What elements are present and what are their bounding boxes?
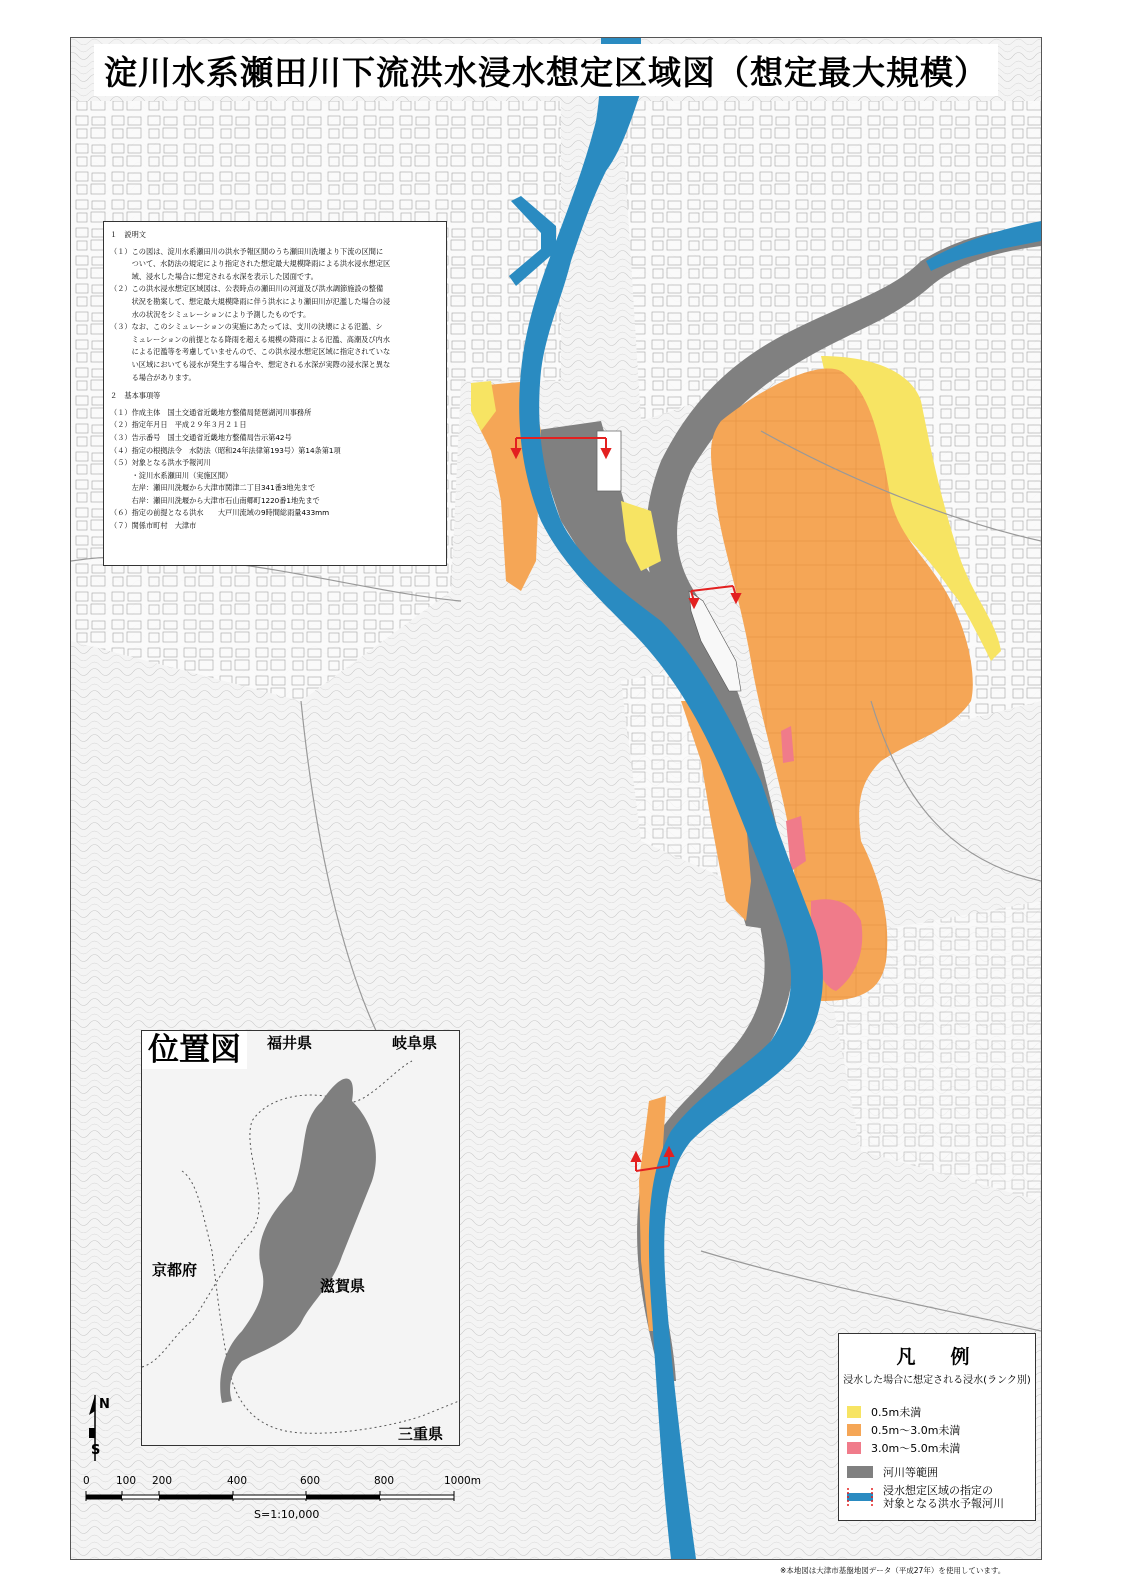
legend-item-forecast-river (847, 1484, 1004, 1510)
label-fukui: 福井県 (267, 1034, 313, 1052)
description-line: （３）なお、このシミュレーションの実施にあたっては、支川の決壊による氾濫、シ (110, 322, 383, 332)
location-inset-map (141, 1030, 460, 1446)
legend-item-medium (847, 1422, 960, 1438)
description-heading-2: ２ 基本事項等 (110, 391, 161, 401)
description-heading-1: １ 説明文 (110, 230, 146, 239)
south-label: S (91, 1443, 101, 1458)
description-line: による氾濫等を考慮していませんので、この洪水浸水想定区域に指定されていな (110, 347, 391, 357)
description-line: い区域においても浸水が発生する場合や、想定される水深が実際の浸水深と異な (110, 359, 391, 369)
scale-tick-1000: 1000m (444, 1475, 481, 1487)
inset-study-river (142, 1031, 459, 1445)
scale-tick-800: 800 (374, 1475, 395, 1487)
description-line: 状況を勘案して、想定最大規模降雨に伴う洪水により瀬田川が氾濫した場合の浸 (110, 296, 391, 306)
description-section-2 (110, 407, 440, 533)
description-line: （７）関係市町村 大津市 (110, 521, 197, 531)
description-box (103, 221, 447, 566)
description-line: （１）作成主体 国土交通省近畿地方整備局琵琶湖河川事務所 (110, 407, 312, 417)
weir-facility (597, 431, 621, 491)
legend (838, 1333, 1036, 1521)
legend-label-forecast-river-2: 対象となる洪水予報河川 (883, 1497, 1004, 1510)
legend-label-forecast-river-1: 浸水想定区域の指定の (883, 1484, 993, 1497)
label-shiga: 滋賀県 (320, 1277, 366, 1295)
description-line: る場合があります。 (110, 372, 196, 382)
legend-swatch-shallow (847, 1406, 861, 1418)
legend-title: 凡 例 (896, 1346, 978, 1368)
footnote: ※本地図は大津市基盤地図データ（平成27年）を使用しています。 (780, 1566, 1006, 1575)
description-line: （５）対象となる洪水予報河川 (110, 458, 211, 468)
description-line: （６）指定の前提となる洪水 大戸川流域の9時間総雨量433mm (110, 508, 330, 518)
scale-tick-0: 0 (83, 1475, 90, 1487)
legend-swatch-river-range (847, 1466, 873, 1478)
north-arrow (85, 1393, 113, 1463)
legend-swatch-forecast-river (847, 1484, 873, 1510)
description-line: （２）この洪水浸水想定区域図は、公表時点の瀬田川の河道及び洪水調節施設の整備 (110, 284, 384, 294)
description-line: ついて、水防法の規定により指定された想定最大規模降雨による洪水浸水想定区 (110, 259, 391, 269)
description-line: （３）告示番号 国土交通省近畿地方整備局告示第42号 (110, 432, 292, 442)
legend-swatch-deep (847, 1442, 861, 1454)
description-line: （１）この図は、淀川水系瀬田川の洪水予報区間のうち瀬田川洗堰より下流の区間に (110, 246, 384, 256)
legend-item-river-range (847, 1464, 938, 1480)
description-line: ・淀川水系瀬田川（実施区間） (110, 470, 233, 480)
legend-label-medium: 0.5m～3.0m未満 (871, 1424, 961, 1437)
scale-ratio: S=1:10,000 (254, 1508, 320, 1521)
legend-swatch-medium (847, 1424, 861, 1436)
scale-tick-100: 100 (116, 1475, 137, 1487)
scale-tick-600: 600 (300, 1475, 321, 1487)
scale-bar (80, 1475, 481, 1521)
legend-subtitle: 浸水した場合に想定される浸水(ランク別) (843, 1375, 1031, 1386)
description-line: 右岸：瀬田川洗堰から大津市石山南郷町1220番1地先まで (110, 495, 320, 505)
scale-tick-200: 200 (152, 1475, 173, 1487)
map-title (94, 44, 998, 96)
inset-title: 位置図 (142, 1031, 247, 1069)
scale-tick-400: 400 (227, 1475, 248, 1487)
label-kyoto: 京都府 (152, 1261, 198, 1279)
legend-item-deep (847, 1440, 960, 1456)
legend-label-deep: 3.0m～5.0m未満 (871, 1442, 961, 1455)
north-label: N (99, 1397, 110, 1412)
legend-item-shallow (847, 1404, 921, 1420)
description-line: 左岸：瀬田川洗堰から大津市関津二丁目341番3地先まで (110, 483, 316, 493)
legend-label-shallow: 0.5m未満 (871, 1406, 922, 1419)
label-gifu: 岐阜県 (392, 1034, 438, 1052)
description-line: （２）指定年月日 平成２９年３月２１日 (110, 420, 247, 430)
legend-label-river-range: 河川等範囲 (883, 1466, 938, 1479)
description-line: ミュレーションの前提となる降雨を超える規模の降雨による氾濫、高潮及び内水 (110, 334, 390, 344)
description-line: 水の状況をシミュレーションにより予測したものです。 (110, 309, 311, 319)
label-mie: 三重県 (398, 1425, 444, 1443)
description-section-1 (110, 246, 440, 385)
description-line: （４）指定の根拠法令 水防法（昭和24年法律第193号）第14条第1項 (110, 445, 341, 455)
description-line: 域、浸水した場合に想定される水深を表示した図面です。 (110, 271, 318, 281)
title-text: 淀川水系瀬田川下流洪水浸水想定区域図（想定最大規模） (104, 52, 988, 92)
